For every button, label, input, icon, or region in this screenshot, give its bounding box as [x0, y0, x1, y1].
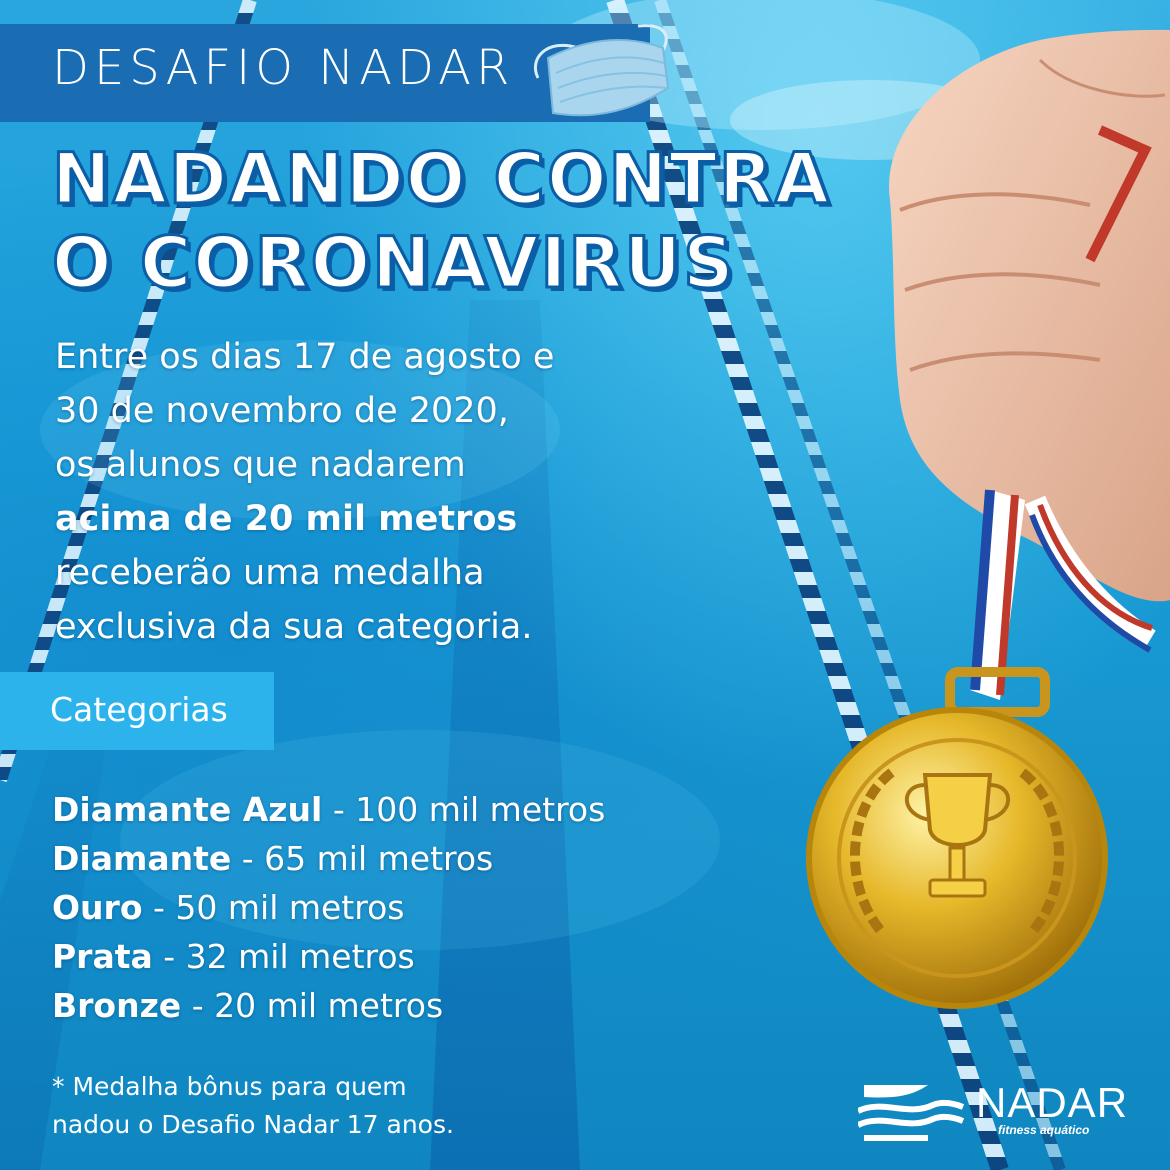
nadar-logo [858, 1075, 1138, 1145]
intro-line: os alunos que nadarem [55, 445, 466, 485]
categories-heading: Categorias [50, 690, 228, 729]
intro-line: 30 de novembro de 2020, [55, 391, 509, 431]
intro-line: exclusiva da sua categoria. [55, 607, 533, 647]
headline-line-2: O CORONAVIRUS [52, 222, 736, 304]
intro-line: Entre os dias 17 de agosto e [55, 337, 555, 377]
category-item: Ouro - 50 mil metros [52, 888, 405, 927]
category-item: Diamante - 65 mil metros [52, 839, 494, 878]
logo-tagline: fitness aquático [998, 1123, 1090, 1137]
categories-list [52, 785, 692, 1030]
wave-logo-icon [858, 1077, 968, 1143]
category-item: Diamante Azul - 100 mil metros [52, 790, 606, 829]
category-item: Prata - 32 mil metros [52, 937, 415, 976]
intro-line: receberão uma medalha [55, 553, 485, 593]
category-item: Bronze - 20 mil metros [52, 986, 444, 1025]
intro-line-bold: acima de 20 mil metros [55, 499, 518, 539]
logo-name: NADAR [976, 1079, 1129, 1126]
bonus-footnote: * Medalha bônus para quem nadou o Desafio Nadar 17 anos. [52, 1072, 454, 1139]
hand-with-medal [800, 0, 1170, 1010]
headline-line-1: NADANDO CONTRA [52, 138, 831, 220]
intro-paragraph [55, 330, 675, 654]
face-mask-icon [518, 18, 678, 128]
header-title: DESAFIO NADAR [52, 40, 515, 96]
